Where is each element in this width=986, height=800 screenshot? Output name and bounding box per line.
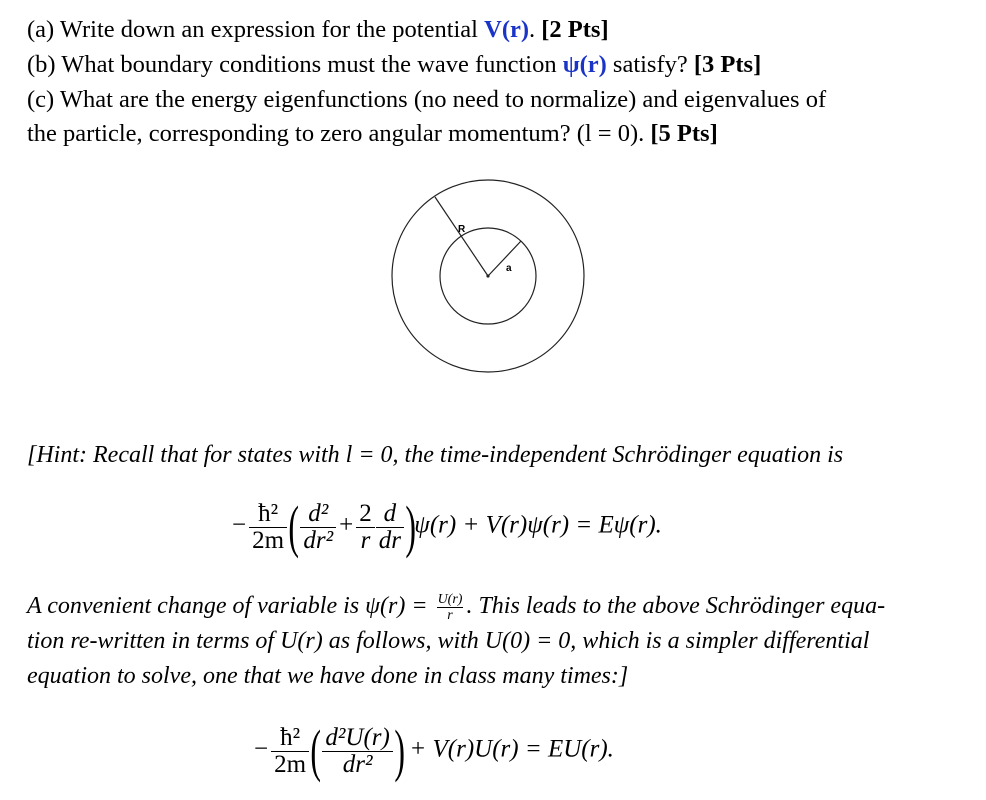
change-of-variable-line2: tion re-written in terms of U(r) as follows, with U(0) = 0, which is a simpler differential <box>27 628 870 654</box>
question-a-text: (a) Write down an expression for the potential <box>27 16 485 43</box>
label-R: R <box>458 224 466 235</box>
radius-a-line <box>488 241 521 276</box>
wavefunction-symbol: ψ(r) <box>562 51 607 78</box>
radial-equation: − $\frac{\text{ħ²}}{2m}$ ( $\frac{\text{d²U(r)}}{\text{dr²}}$ ) + V(r)U(r) = EU(r). <box>254 718 614 783</box>
radius-R-line <box>435 197 488 276</box>
concentric-circles-figure <box>388 176 588 376</box>
center-point <box>486 274 489 277</box>
change-of-variable-line1: A convenient change of variable is ψ(r) = $\frac{U(r)}{r}$ . This leads to the above Schrödinger equa- <box>27 592 886 623</box>
question-c-line2: the particle, corresponding to zero angular momentum? (l = 0). [5 Pts] <box>27 120 718 147</box>
question-b: (b) What boundary conditions must the wave function ψ(r) satisfy? [3 Pts] <box>27 51 762 78</box>
schrodinger-equation: − $\frac{\text{ħ²}}{2m}$ ( $\frac{\text{d²}}{\text{dr²}}$ + $\frac{2}{r}$ $\frac{d}{dr}$ )ψ(r) + V(r)ψ(r) = Eψ(r). <box>232 494 662 559</box>
potential-symbol: V(r) <box>484 16 530 43</box>
question-b-text: (b) What boundary conditions must the wave function <box>27 51 563 78</box>
question-c-points: [5 Pts] <box>650 120 718 147</box>
question-b-points: [3 Pts] <box>693 51 762 78</box>
question-a-points: [2 Pts] <box>541 16 609 43</box>
question-a: (a) Write down an expression for the potential V(r). [2 Pts] <box>27 16 609 43</box>
label-a: a <box>506 263 512 274</box>
question-c-line1 <box>27 83 826 117</box>
question-c-text: (c) What are the energy eigenfunctions (no need to normalize) and eigenvalues of <box>27 86 827 113</box>
hint-intro: [Hint: Recall that for states with l = 0, the time-independent Schrödinger equation is <box>27 442 844 468</box>
change-of-variable-line3: equation to solve, one that we have done in class many times:] <box>27 663 629 689</box>
